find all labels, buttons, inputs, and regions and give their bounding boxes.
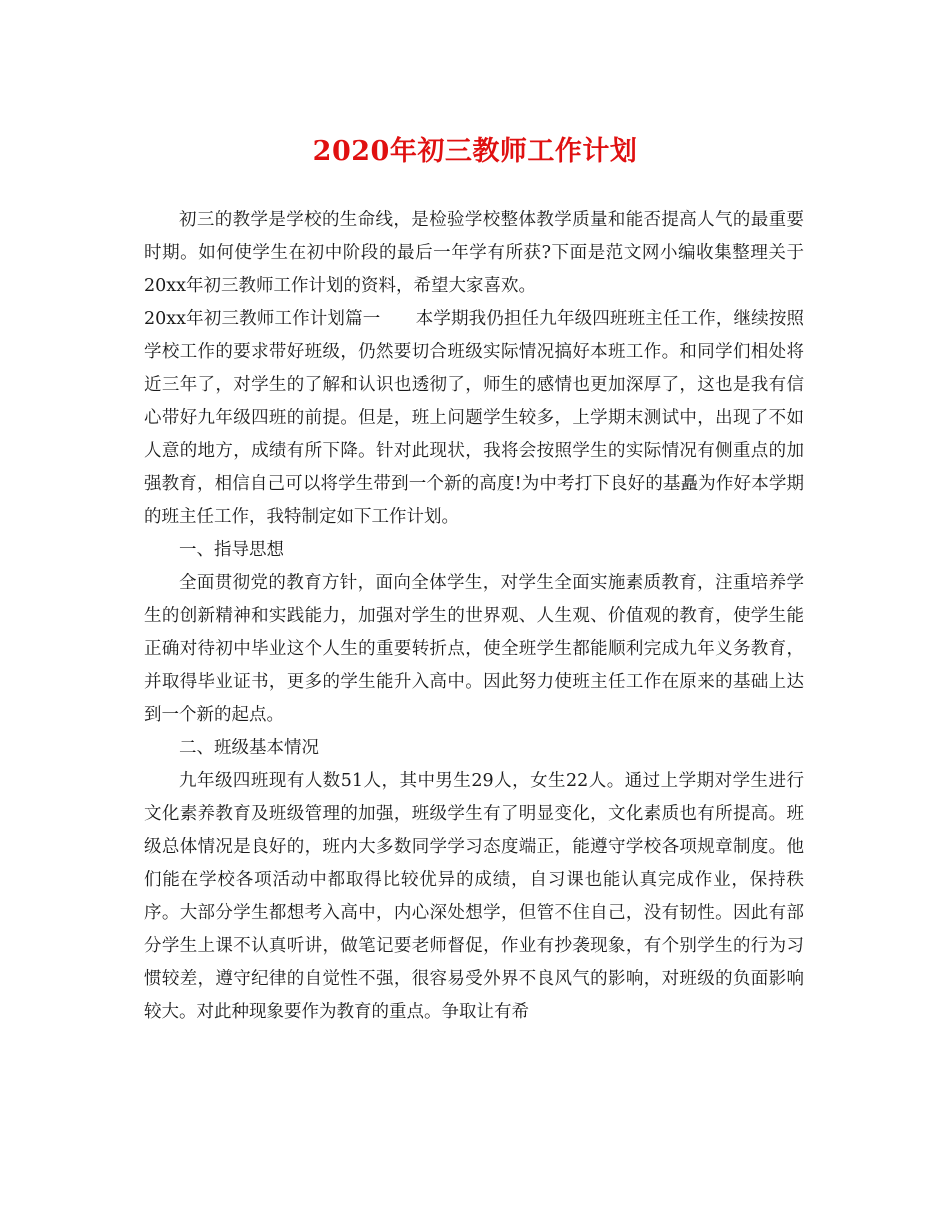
section-heading-class-situation: 二、班级基本情况 — [179, 738, 319, 758]
document-title: 2020年初三教师工作计划 — [312, 136, 638, 167]
section-heading-guiding-thought: 一、指导思想 — [179, 540, 284, 560]
paragraph-plan-intro: 20xx年初三教师工作计划篇一 本学期我仍担任九年级四班班主任工作，继续按照学校工作的要求带好班级，仍然要切合班级实际情况搞好本班工作。和同学们相处将近三年了，对学生的了解和认识也透彻了，师生的感情也更加深厚了，这也是我有信心带好九年级四班的前提。但是，班上问题学生较多，上学期末测试中，出现了不如人意的地方，成绩有所下降。针对此现状，我将会按照学生的实际情况有侧重点的加强教育，相信自己可以将学生带到一个新的高度!为中考打下良好的基矗为作好本学期的班主任工作，我特制定如下工作计划。 — [144, 309, 804, 527]
paragraph-class-situation: 九年级四班现有人数51人，其中男生29人，女生22人。通过上学期对学生进行文化素养教育及班级管理的加强，班级学生有了明显变化，文化素质也有所提高。班级总体情况是良好的，班内大多数同学学习态度端正，能遵守学校各项规章制度。他们能在学校各项活动中都取得比较优异的成绩，自习课也能认真完成作业，保持秩序。大部分学生都想考入高中，内心深处想学，但管不住自己，没有韧性。因此有部分学生上课不认真听讲，做笔记要老师督促，作业有抄袭现象，有个别学生的行为习惯较差，遵守纪律的自觉性不强，很容易受外界不良风气的影响，对班级的负面影响较大。对此种现象要作为教育的重点。争取让有希 — [144, 771, 804, 1022]
paragraph-intro: 初三的教学是学校的生命线，是检验学校整体教学质量和能否提高人气的最重要时期。如何使学生在初中阶段的最后一年学有所获?下面是范文网小编收集整理关于20xx年初三教师工作计划的资料，希望大家喜欢。 — [144, 210, 804, 296]
document-body — [144, 204, 804, 1029]
paragraph-guiding-thought: 全面贯彻党的教育方针，面向全体学生，对学生全面实施素质教育，注重培养学生的创新精神和实践能力，加强对学生的世界观、人生观、价值观的教育，使学生能正确对待初中毕业这个人生的重要转折点，使全班学生都能顺利完成九年义务教育，并取得毕业证书，更多的学生能升入高中。因此努力使班主任工作在原来的基础上达到一个新的起点。 — [144, 573, 804, 725]
